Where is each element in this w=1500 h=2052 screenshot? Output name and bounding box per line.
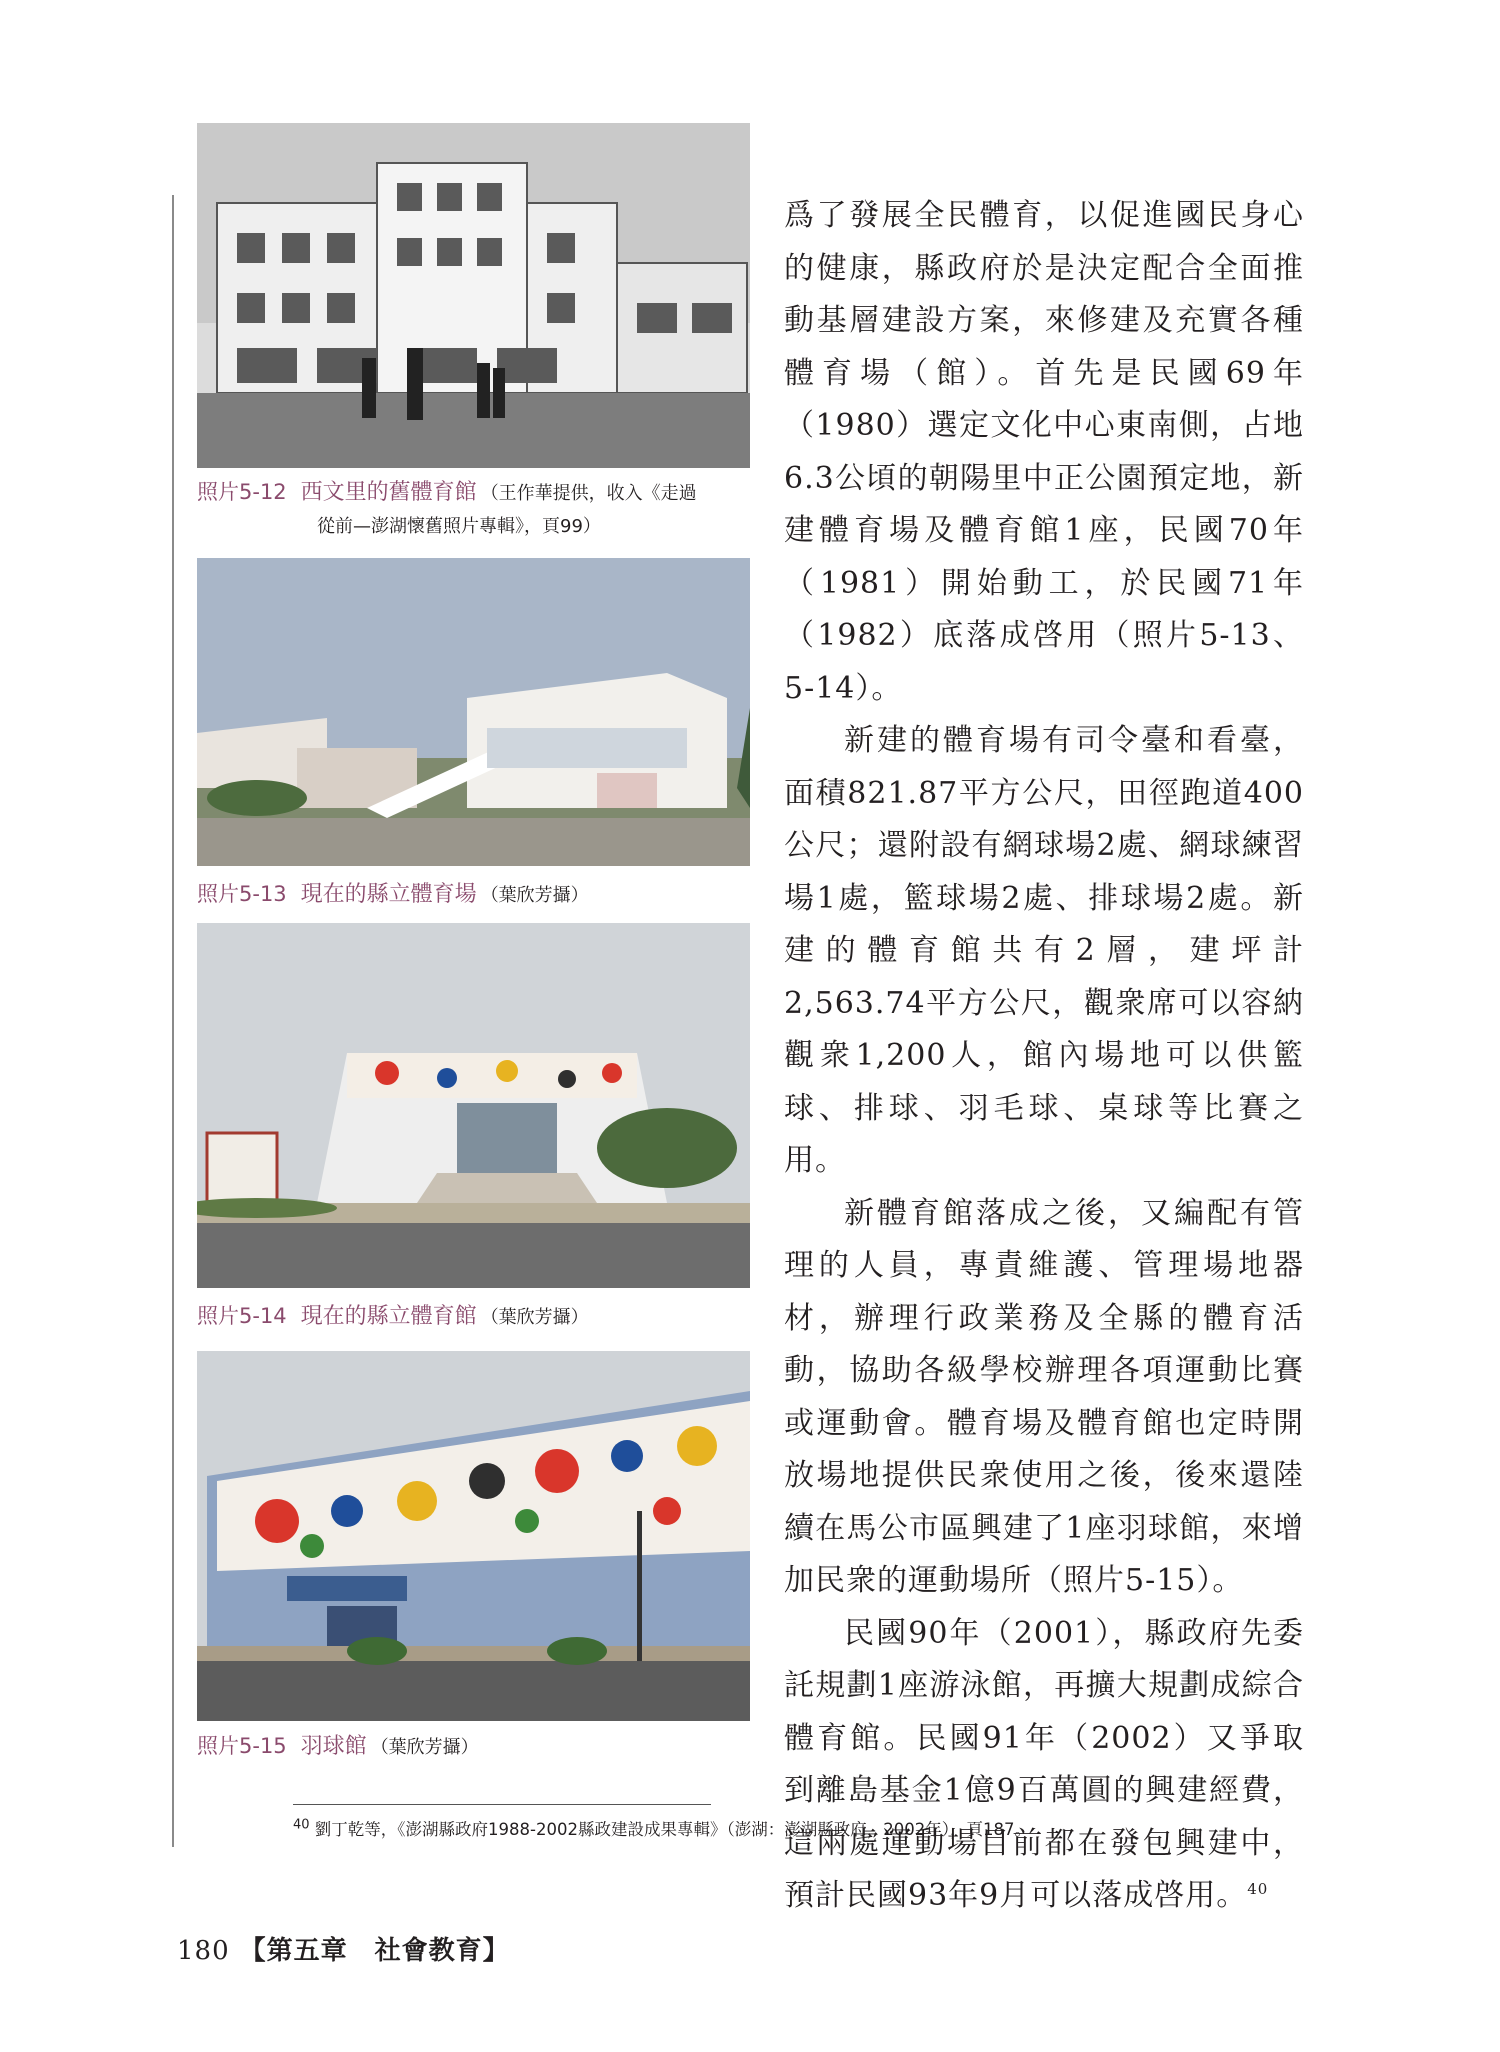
- page-footer: [177, 1930, 510, 1967]
- chapter-title: 【第五章 社會教育】: [239, 1936, 510, 1966]
- footnote: [293, 1816, 1443, 1840]
- caption-credit: （王作華提供，收入《走過: [480, 483, 697, 504]
- photo-county-gymnasium: [197, 923, 750, 1288]
- caption-title: 現在的縣立體育館: [300, 1304, 477, 1329]
- caption-photo-5-14: [197, 1300, 757, 1334]
- footnote-text: 劉丁乾等，《澎湖縣政府1988-2002縣政建設成果專輯》（澎湖：澎湖縣政府，2002年），頁187。: [314, 1820, 1031, 1839]
- caption-credit: （葉欣芳攝）: [480, 885, 589, 906]
- caption-title: 羽球館: [300, 1734, 367, 1759]
- paragraph: 新體育館落成之後，又編配有管理的人員，專責維護、管理場地器材，辦理行政業務及全縣的體育活動，協助各級學校辦理各項運動比賽或運動會。體育場及體育館也定時開放場地提供民衆使用之後，後來還陸續在馬公市區興建了1座羽球館，來增加民衆的運動場所（照片5-15）。: [784, 1195, 1304, 1598]
- caption-credit-line2: 從前—澎湖懷舊照片專輯》，頁99）: [317, 516, 601, 537]
- caption-credit: （葉欣芳攝）: [370, 1737, 479, 1758]
- caption-title: 西文里的舊體育館: [300, 480, 477, 505]
- margin-rule: [172, 195, 174, 1847]
- caption-photo-5-15: [197, 1730, 757, 1764]
- caption-number: 照片5-14: [197, 1304, 287, 1328]
- footnote-divider: [293, 1804, 711, 1805]
- paragraph: 爲了發展全民體育，以促進國民身心的健康，縣政府於是決定配合全面推動基層建設方案，來修建及充實各種體育場（館）。首先是民國69年（1980）選定文化中心東南側，占地6.3公頃的朝陽里中正公園預定地，新建體育場及體育館1座，民國70年（1981）開始動工，於民國71年（1982）底落成啓用（照片5-13、5-14）。: [784, 198, 1304, 706]
- caption-number: 照片5-12: [197, 480, 287, 504]
- photo-county-stadium: [197, 558, 750, 866]
- caption-number: 照片5-13: [197, 882, 287, 906]
- footnote-reference[interactable]: 40: [1247, 1880, 1269, 1898]
- paragraph: 新建的體育場有司令臺和看臺，面積821.87平方公尺，田徑跑道400公尺；還附設有網球場2處、網球練習場1處，籃球場2處、排球場2處。新建的體育館共有2層，建坪計2,563.74平方公尺，觀衆席可以容納觀衆1,200人，館內場地可以供籃球、排球、羽毛球、桌球等比賽之用。: [784, 723, 1304, 1178]
- photo-old-gymnasium: [197, 123, 750, 468]
- body-text: [784, 190, 1304, 1923]
- footnote-number: 40: [293, 1817, 310, 1833]
- page-number: 180: [177, 1936, 230, 1966]
- caption-title: 現在的縣立體育場: [300, 882, 477, 907]
- caption-photo-5-12: [197, 476, 757, 543]
- caption-number: 照片5-15: [197, 1734, 287, 1758]
- caption-photo-5-13: [197, 878, 757, 912]
- paragraph-text: 民國90年（2001），縣政府先委託規劃1座游泳館，再擴大規劃成綜合體育館。民國91年（2002）又爭取到離島基金1億9百萬圓的興建經費，這兩處運動場目前都在發包興建中，預計民國93年9月可以落成啓用。: [784, 1615, 1304, 1913]
- paragraph: [784, 1608, 1304, 1923]
- photo-badminton-hall: [197, 1351, 750, 1721]
- caption-credit: （葉欣芳攝）: [480, 1307, 589, 1328]
